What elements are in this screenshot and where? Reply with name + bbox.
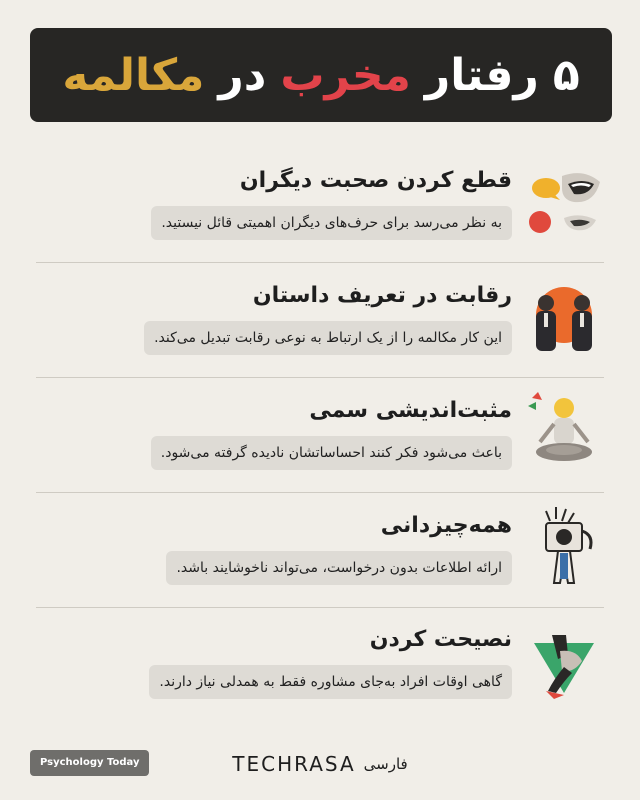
divider: [36, 377, 604, 378]
source-badge: Psychology Today: [30, 750, 149, 776]
title-word-dar: در: [218, 49, 267, 101]
item-description: به نظر می‌رسد برای حرف‌های دیگران اهمیتی قائل نیستید.: [151, 206, 512, 240]
item-title: مثبت‌اندیشی سمی: [309, 398, 512, 423]
item-description: این کار مکالمه را از یک ارتباط به نوعی رقابت تبدیل می‌کند.: [144, 321, 512, 355]
talking-mouth-icon: [524, 166, 604, 246]
page-title: [62, 50, 579, 101]
brand-subtitle: فارسی: [363, 755, 408, 773]
title-word-raftar: رفتار: [424, 49, 539, 101]
brand-logo: [0, 752, 640, 776]
item-title: قطع کردن صحبت دیگران: [239, 168, 512, 193]
title-word-mokhreb: مخرب: [280, 49, 411, 101]
know-it-all-icon: [524, 505, 604, 585]
item-description: گاهی اوقات افراد به‌جای مشاوره فقط به همدلی نیاز دارند.: [149, 665, 512, 699]
list-item: [0, 627, 640, 737]
handshake-icon: [524, 621, 604, 701]
item-description: باعث می‌شود فکر کنند احساساتشان نادیده گرفته می‌شود.: [151, 436, 512, 470]
item-title: همه‌چیزدانی: [380, 513, 512, 538]
title-banner: [30, 28, 612, 122]
item-title: رقابت در تعریف داستان: [252, 283, 512, 308]
divider: [36, 492, 604, 493]
title-word-mokaleme: مکالمه: [62, 49, 205, 101]
divider: [36, 607, 604, 608]
divider: [36, 262, 604, 263]
item-description: ارائه اطلاعات بدون درخواست، می‌تواند ناخوشایند باشد.: [166, 551, 512, 585]
item-title: نصیحت کردن: [369, 627, 512, 652]
brand-name: TECHRASA: [232, 752, 356, 776]
competing-businessmen-icon: [524, 277, 604, 357]
meditating-person-icon: [524, 388, 604, 468]
title-number: ۵: [552, 49, 580, 101]
